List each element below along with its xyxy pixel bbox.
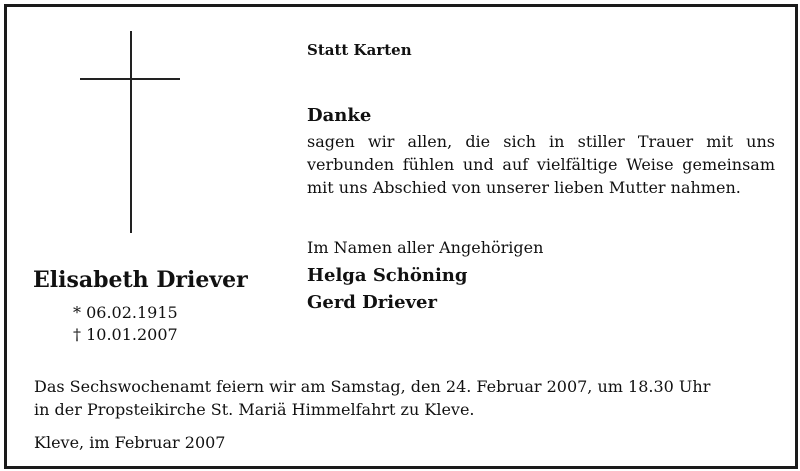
thanks-line: verbunden fühlen und auf vielfältige Weise gemeinsam [307,155,775,174]
obituary-notice [4,4,798,469]
cross-horizontal-bar [80,78,180,80]
signature-name: Gerd Driever [307,292,437,313]
signature-name: Helga Schöning [307,265,468,286]
thanks-title: Danke [307,105,372,126]
death-date: † 10.01.2007 [73,325,178,344]
deceased-name: Elisabeth Driever [33,267,248,293]
closing-line: in der Propsteikirche St. Mariä Himmelfahrt zu Kleve. [34,400,475,419]
memorial-service-info [34,375,710,421]
thanks-text [307,130,775,199]
place-and-date: Kleve, im Februar 2007 [34,433,226,452]
closing-line: Das Sechswochenamt feiern wir am Samstag, den 24. Februar 2007, um 18.30 Uhr [34,377,711,396]
thanks-line: mit uns Abschied von unserer lieben Mutter nahmen. [307,178,741,197]
thanks-line: sagen wir allen, die sich in stiller Trauer mit uns [307,132,775,151]
signatures-intro: Im Namen aller Angehörigen [307,238,544,257]
birth-date: * 06.02.1915 [73,303,178,322]
cross-vertical-bar [130,31,132,233]
statt-karten-heading: Statt Karten [307,41,412,59]
